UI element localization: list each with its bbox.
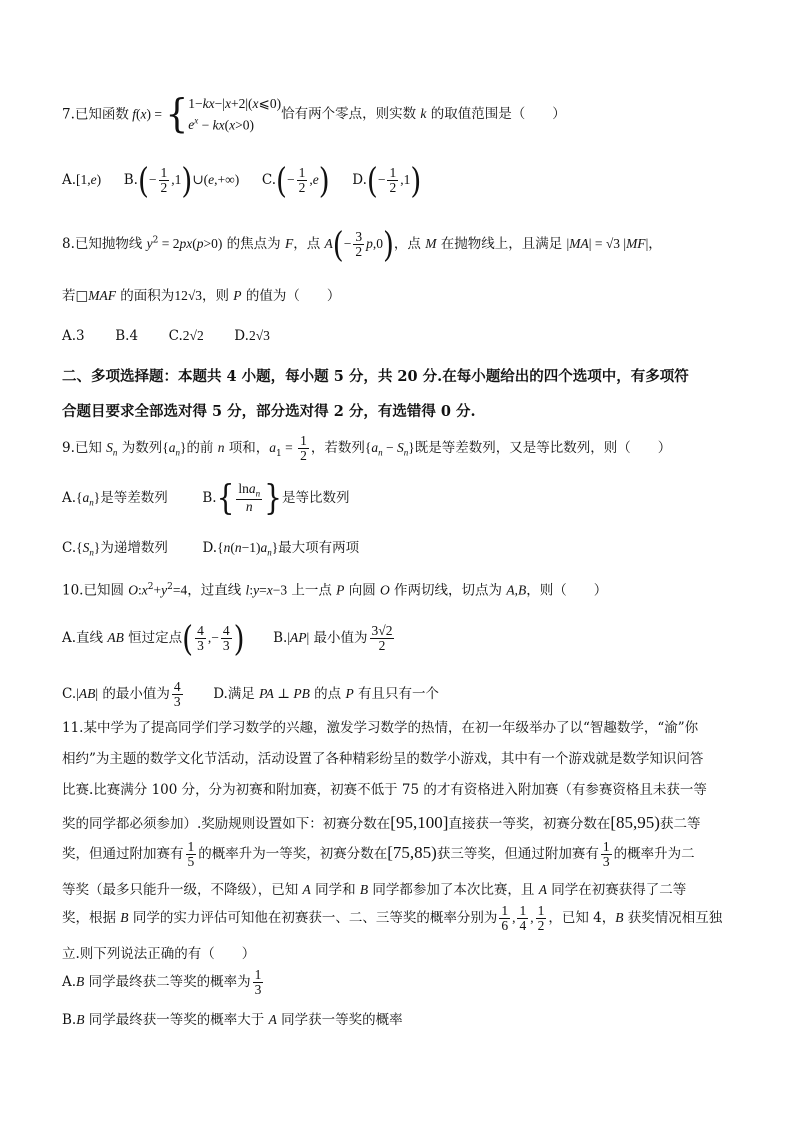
q10-option-a: A.直线 AB 恒过定点( $\frac{4}{3}$ ,− $\frac{4}{3}$ ) — [62, 617, 245, 659]
q7-suffix: 恰有两个零点，则实数 k 的取值范围是（ ） — [281, 106, 566, 123]
q7-prefix: 7.已知函数 — [62, 106, 129, 123]
q9-options-ab — [62, 476, 350, 519]
q10-option-c: C.|AB| 的最小值为 $\frac{4}{3}$ — [62, 679, 181, 710]
q10-options-cd — [62, 680, 439, 709]
q11-option-b: B.B 同学最终获一等奖的概率大于 A 同学获一等奖的概率 — [62, 1012, 403, 1028]
q7-brace: { — [165, 91, 189, 137]
q9-option-b: B.{ $\frac{\ln a_n}{n}$ }是等比数列 — [202, 476, 350, 519]
q7-option-b: B.(− $\frac{1}{2}$ ,1)∪(e,+∞) — [123, 159, 240, 201]
q8-option-c: C.2√2 — [168, 328, 204, 344]
q11-option-a: A.B 同学最终获二等奖的概率为 $\frac{1}{3}$ — [62, 967, 262, 998]
q7-option-c: C.(− $\frac{1}{2}$ ,e) — [261, 159, 330, 201]
section2-line2: 合题目要求全部选对得 5 分，部分选对得 2 分，有选错得 0 分. — [62, 403, 476, 420]
q7-fx: f — [128, 106, 137, 122]
q10-options-ab — [62, 617, 396, 659]
q10-option-d: D.满足 PA ⊥ PB 的点 P 有且只有一个 — [213, 686, 439, 703]
q11-p4: 奖的同学都必须参加）.奖励规则设置如下：初赛分数在[95,100]直接获一等奖，初赛分数在[85,95)获二等 — [62, 813, 701, 832]
q7-option-d: D.(− $\frac{1}{2}$ ,1) — [352, 159, 422, 201]
q10-stem: 10.已知圆 $O:x^2+y^2=4$，过直线 l:y=x−3 上一点 P 向圆 O 作两切线，切点为 A,B，则（ ） — [62, 582, 608, 599]
q7-options — [62, 159, 422, 201]
q9-option-a: $A.\{a_n\}$是等差数列 — [62, 489, 168, 508]
q11-p7: 奖，根据 B 同学的实力评估可知他在初赛获一、二、三等奖的概率分别为 $\frac{1}{6}$ , $\frac{1}{4}$ , $\frac{1}{2}$ ，已知 4，B 获奖情况相互独 — [62, 903, 723, 934]
q11-p6: 等奖（最多只能升一级，不降级），已知 A 同学和 B 同学都参加了本次比赛，且 A 同学在初赛获得了二等 — [62, 882, 687, 898]
section2-line1: 二、多项选择题：本题共 4 小题，每小题 5 分，共 20 分.在每小题给出的四个选项中，有多项符 — [62, 368, 689, 385]
q9-stem: 9.已知 $S_n$ 为数列$\{a_n\}$的前 n 项和，$a_1$ = $\frac{1}{2}$ ，若数列$\{a_n - S_n\}$既是等差数列，又是等比数列，则（ ） — [62, 433, 672, 464]
q8-option-b: B.4 — [115, 328, 139, 344]
q11-p3: 比赛.比赛满分 100 分，分为初赛和附加赛，初赛不低于 75 的才有资格进入附加赛（有参赛资格且未获一等 — [62, 782, 707, 798]
q8-option-d: D.2√3 — [234, 328, 270, 344]
q7-pieces: 1−kx−|x+2|(x⩽0) $e^x - kx(x>0)$ — [188, 96, 282, 133]
q8-line2: 若□MAF 的面积为12√3，则 P 的值为（ ） — [62, 288, 341, 304]
q8-option-a: A.3 — [62, 328, 85, 344]
q11-p8: 立.则下列说法正确的有（ ） — [62, 946, 256, 962]
q8-line1: 8.已知抛物线 $y^2 = 2px(p>0)$ 的焦点为 F，点 A(− $\frac{3}{2}$ p,0)，点 M 在抛物线上，且满足 |MA| = √3 |MF|， — [62, 223, 662, 265]
q11-p5: 奖，但通过附加赛有 $\frac{1}{5}$ 的概率升为一等奖，初赛分数在[75,85)获三等奖，但通过附加赛有 $\frac{1}{3}$ 的概率升为二 — [62, 839, 695, 870]
q9-options-cd — [62, 540, 359, 558]
q7-stem: 7.已知函数 f(x) = {1−kx−|x+2|(x⩽0) $e^x - kx(x>0)$恰有两个零点，则实数 k 的取值范围是（ ） — [62, 91, 566, 137]
q11-p2: 相约”为主题的数学文化节活动，活动设置了各种精彩纷呈的数学小游戏，其中有一个游戏就是数学知识问答 — [62, 751, 704, 767]
q8-options — [62, 328, 270, 344]
q9-option-d: $D.\{n(n-1)a_n\}$最大项有两项 — [202, 540, 360, 558]
q11-p1: 11.某中学为了提高同学们学习数学的兴趣，激发学习数学的热情，在初一年级举办了以“智趣数学，“渝”你 — [62, 720, 699, 736]
q7-option-a: A.[1,e) — [62, 172, 102, 189]
q10-option-b: B.|AP| 最小值为 $\frac{3√2}{2}$ — [273, 623, 393, 654]
q9-option-c: $C.\{S_n\}$为递增数列 — [62, 540, 168, 558]
